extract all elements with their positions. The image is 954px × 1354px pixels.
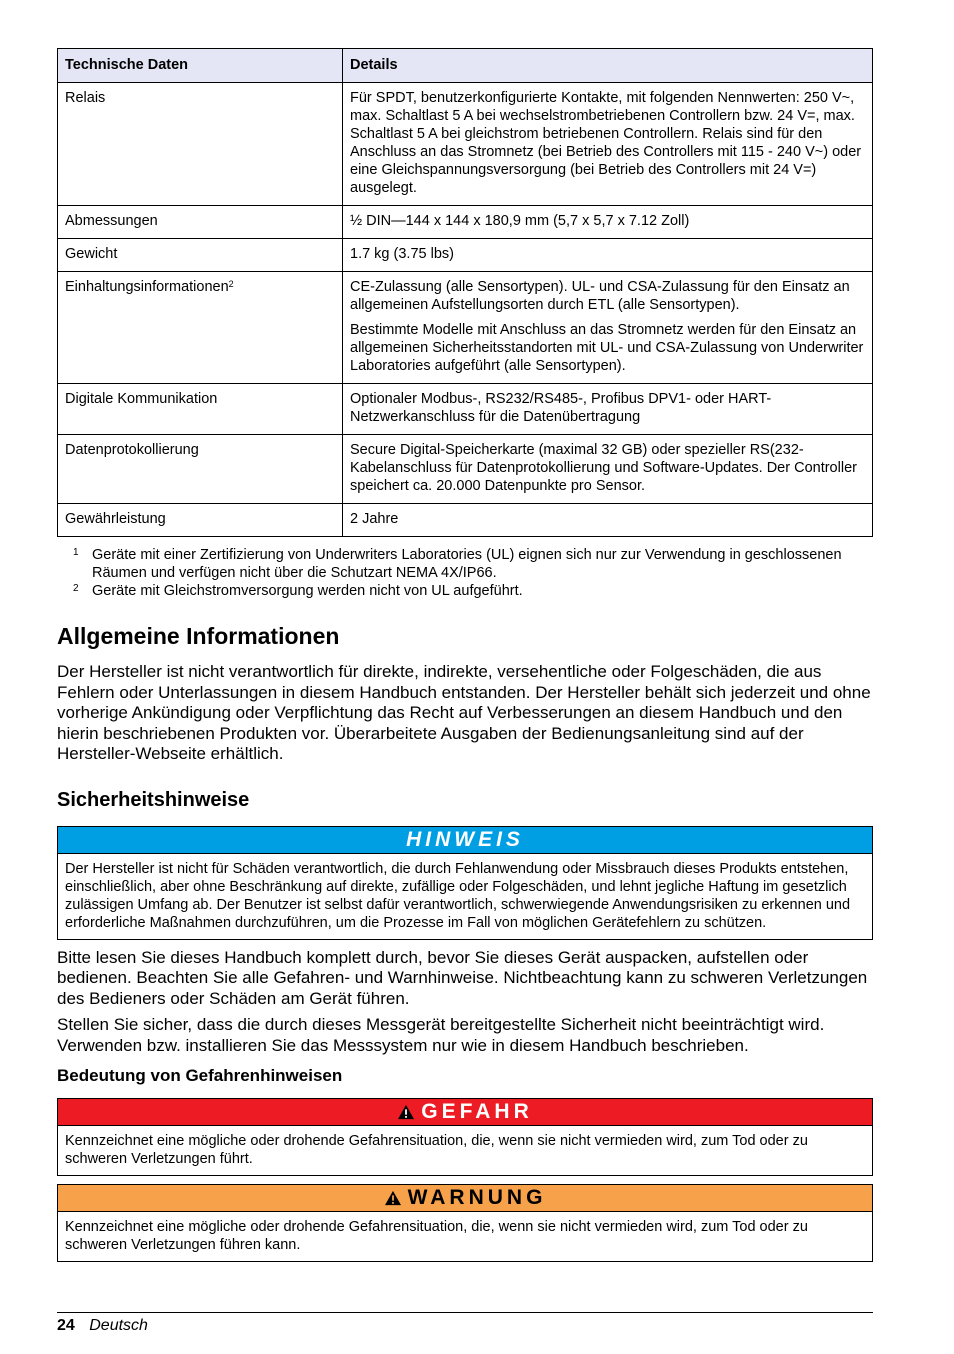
document-page xyxy=(57,48,873,1262)
footer-language: Deutsch xyxy=(89,1317,148,1334)
row-details xyxy=(343,239,873,272)
hazard-heading: Bedeutung von Gefahrenhinweisen xyxy=(57,1066,343,1085)
footnote-text: Geräte mit einer Zertifizierung von Underwriters Laboratories (UL) eignen sich nur zur Verwendung in geschlossenen Räumen und verfügen nicht über die Schutzart NEMA 4X/IP66. xyxy=(92,547,842,581)
table-row xyxy=(58,83,873,206)
table-row xyxy=(58,435,873,504)
row-label: Gewährleistung xyxy=(58,504,343,537)
detail-text: ½ DIN—144 x 144 x 180,9 mm (5,7 x 5,7 x 7.12 Zoll) xyxy=(350,213,690,229)
detail-text: CE-Zulassung (alle Sensortypen). UL- und CSA-Zulassung für den Einsatz an allgemeinen Aufstellungsorten durch ETL (alle Sensortypen). xyxy=(350,279,850,313)
detail-text: 1.7 kg (3.75 lbs) xyxy=(350,246,454,262)
danger-header xyxy=(58,1099,872,1126)
row-label: Relais xyxy=(58,83,343,206)
page-footer xyxy=(57,1312,873,1335)
notice-text: Der Hersteller ist nicht für Schäden verantwortlich, die durch Fehlanwendung oder Missbrauch dieses Produkts entstehen, einschließlich, aber ohne Beschränkung auf direkte, zufällige oder Folgeschäden, und lehnt jegliche Haftung im gesetzlich zulässigen Umfang ab. Der Benutzer ist selbst dafür verantwortlich, schwerwiegende Anwendungsrisiken zu erkennen und erforderliche Maßnahmen durchzuführen, um die Prozesse im Fall von möglichen Gerätefehlern zu schützen. xyxy=(65,860,851,931)
warning-triangle-icon xyxy=(397,1104,415,1120)
safety-heading: Sicherheitshinweise xyxy=(57,788,250,811)
detail-text: Optionaler Modbus-, RS232/RS485-, Profibus DPV1- oder HART-Netzwerkanschluss für die Datenübertragung xyxy=(350,391,772,425)
table-row xyxy=(58,206,873,239)
notice-box xyxy=(57,826,873,940)
detail-text: 2 Jahre xyxy=(350,511,399,527)
table-row xyxy=(58,504,873,537)
notice-title: HINWEIS xyxy=(58,827,872,854)
table-row xyxy=(58,384,873,435)
general-info-heading: Allgemeine Informationen xyxy=(57,623,340,649)
row-label: Digitale Kommunikation xyxy=(58,384,343,435)
row-details xyxy=(343,83,873,206)
row-details xyxy=(343,272,873,384)
row-details xyxy=(343,384,873,435)
row-label: Gewicht xyxy=(58,239,343,272)
warning-title: WARNUNG xyxy=(407,1186,547,1209)
footnote-number: 1 xyxy=(73,547,79,558)
row-details xyxy=(343,206,873,239)
footnote-ref: 2 xyxy=(228,279,234,289)
danger-box xyxy=(57,1098,873,1176)
table-row xyxy=(58,239,873,272)
footnote xyxy=(57,546,873,582)
header-details: Details xyxy=(343,49,873,83)
detail-text: Für SPDT, benutzerkonfigurierte Kontakte, mit folgenden Nennwerten: 250 V~, max. Schaltlast 5 A bei wechselstrombetriebenen Controllern bzw. 24 V=, max. Schaltlast 5 A bei gleichstrom betriebenen Controllern. Relais sind für den Anschluss an das Stromnetz (bei Betrieb des Controllers mit 115 - 240 V~) oder eine Gleichspannungsversorgung (bei Betrieb des Controllers mit 24 V=) ausgelegt. xyxy=(350,90,862,196)
row-details xyxy=(343,435,873,504)
detail-text: Bestimmte Modelle mit Anschluss an das Stromnetz werden für den Einsatz an allgemeinen Sicherheitsstandorten mit UL- und CSA-Zulassung von Underwriter Laboratories aufgeführt (alle Sensortypen). xyxy=(350,322,864,374)
danger-title: GEFAHR xyxy=(421,1100,533,1123)
row-label: Datenprotokollierung xyxy=(58,435,343,504)
footnotes xyxy=(57,546,873,600)
row-label xyxy=(58,272,343,384)
danger-text: Kennzeichnet eine mögliche oder drohende Gefahrensituation, die, wenn sie nicht vermieden wird, zum Tod oder zu schweren Verletzungen führt. xyxy=(65,1133,808,1167)
safety-paragraph-1: Bitte lesen Sie dieses Handbuch komplett durch, bevor Sie dieses Gerät auspacken, aufstellen oder bedienen. Beachten Sie alle Gefahren- und Warnhinweise. Nichtbeachtung kann zu schweren Verletzungen des Bedieners oder Schäden am Gerät führen. xyxy=(57,947,868,1008)
warning-triangle-icon xyxy=(384,1190,402,1206)
spec-table xyxy=(57,48,873,537)
row-label: Abmessungen xyxy=(58,206,343,239)
safety-paragraph-2: Stellen Sie sicher, dass die durch dieses Messgerät bereitgestellte Sicherheit nicht beeinträchtigt wird. Verwenden bzw. installieren Sie das Messsystem nur wie in diesem Handbuch beschrieben. xyxy=(57,1015,825,1055)
row-details xyxy=(343,504,873,537)
warning-header xyxy=(58,1185,872,1212)
footnote-number: 2 xyxy=(73,583,79,594)
general-info-text: Der Hersteller ist nicht verantwortlich für direkte, indirekte, versehentliche oder Folgeschäden, die aus Fehlern oder Unterlassungen in diesem Handbuch entstanden. Der Hersteller behält sich jederzeit und ohne vorherige Ankündigung oder Verpflichtung das Recht auf Verbesserungen an diesem Handbuch und den hierin beschriebenen Produkten vor. Überarbeitete Ausgaben der Bedienungsanleitung sind auf der Hersteller-Webseite erhältlich. xyxy=(57,662,871,763)
table-row xyxy=(58,272,873,384)
detail-text: Secure Digital-Speicherkarte (maximal 32 GB) oder spezieller RS(232-Kabelanschluss für Datenprotokollierung und Software-Updates. Der Controller speichert ca. 20.000 Datenpunkte pro Sensor. xyxy=(350,442,857,494)
footnote-text: Geräte mit Gleichstromversorgung werden nicht von UL aufgeführt. xyxy=(92,583,523,599)
label-text: Einhaltungsinformationen xyxy=(65,279,229,295)
table-header-row xyxy=(58,49,873,83)
header-technical-data: Technische Daten xyxy=(58,49,343,83)
warning-text: Kennzeichnet eine mögliche oder drohende Gefahrensituation, die, wenn sie nicht vermieden wird, zum Tod oder zu schweren Verletzungen führen kann. xyxy=(65,1219,808,1253)
warning-box xyxy=(57,1184,873,1262)
footnote xyxy=(57,582,873,600)
page-number: 24 xyxy=(57,1317,75,1334)
